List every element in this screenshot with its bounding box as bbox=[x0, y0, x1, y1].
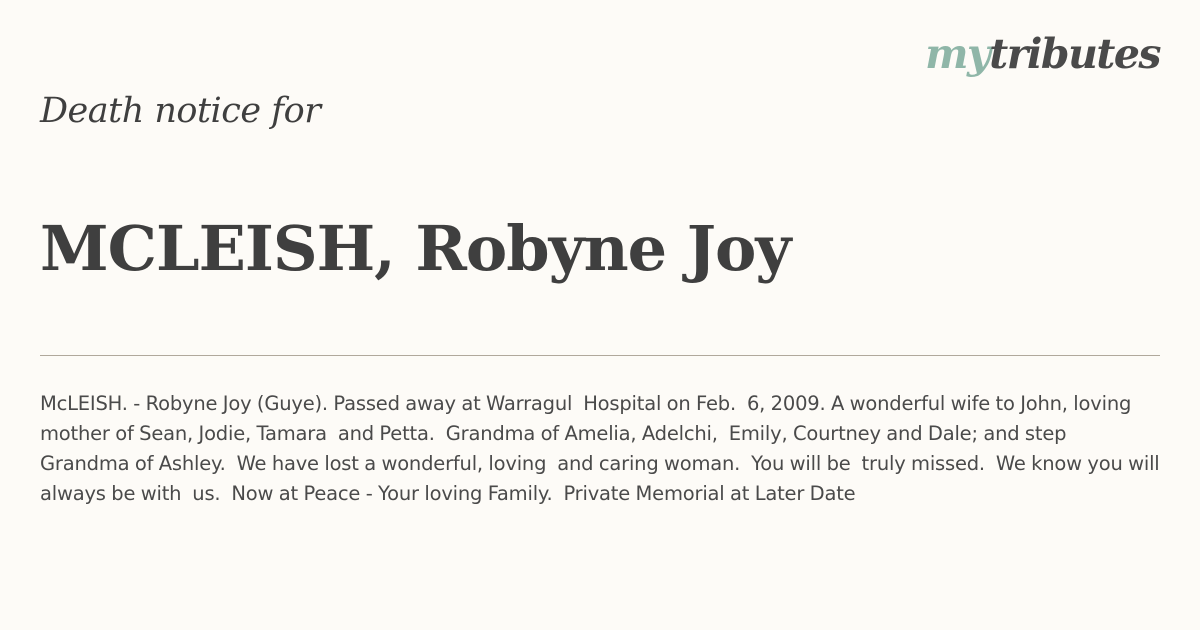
logo-my-text: my bbox=[925, 30, 990, 78]
section-divider bbox=[40, 355, 1160, 356]
logo-tributes-text: tributes bbox=[989, 30, 1160, 78]
notice-body-text: McLEISH. - Robyne Joy (Guye). Passed away at Warragul Hospital on Feb. 6, 2009. A wonderful wife to John, loving mother of Sean, Jodie, Tamara and Petta. Grandma of Amelia, Adelchi, Emily, Courtney and Dale; and step Grandma of Ashley. We have lost a wonderful, loving and caring woman. You will be truly missed. We know you will always be with us. Now at Peace - Your loving Family. Private Memorial at Later Date bbox=[40, 392, 1166, 505]
mytributes-logo[interactable] bbox=[925, 30, 1160, 78]
deceased-name-heading: MCLEISH, Robyne Joy bbox=[40, 212, 791, 285]
death-notice-kicker: Death notice for bbox=[40, 91, 321, 131]
